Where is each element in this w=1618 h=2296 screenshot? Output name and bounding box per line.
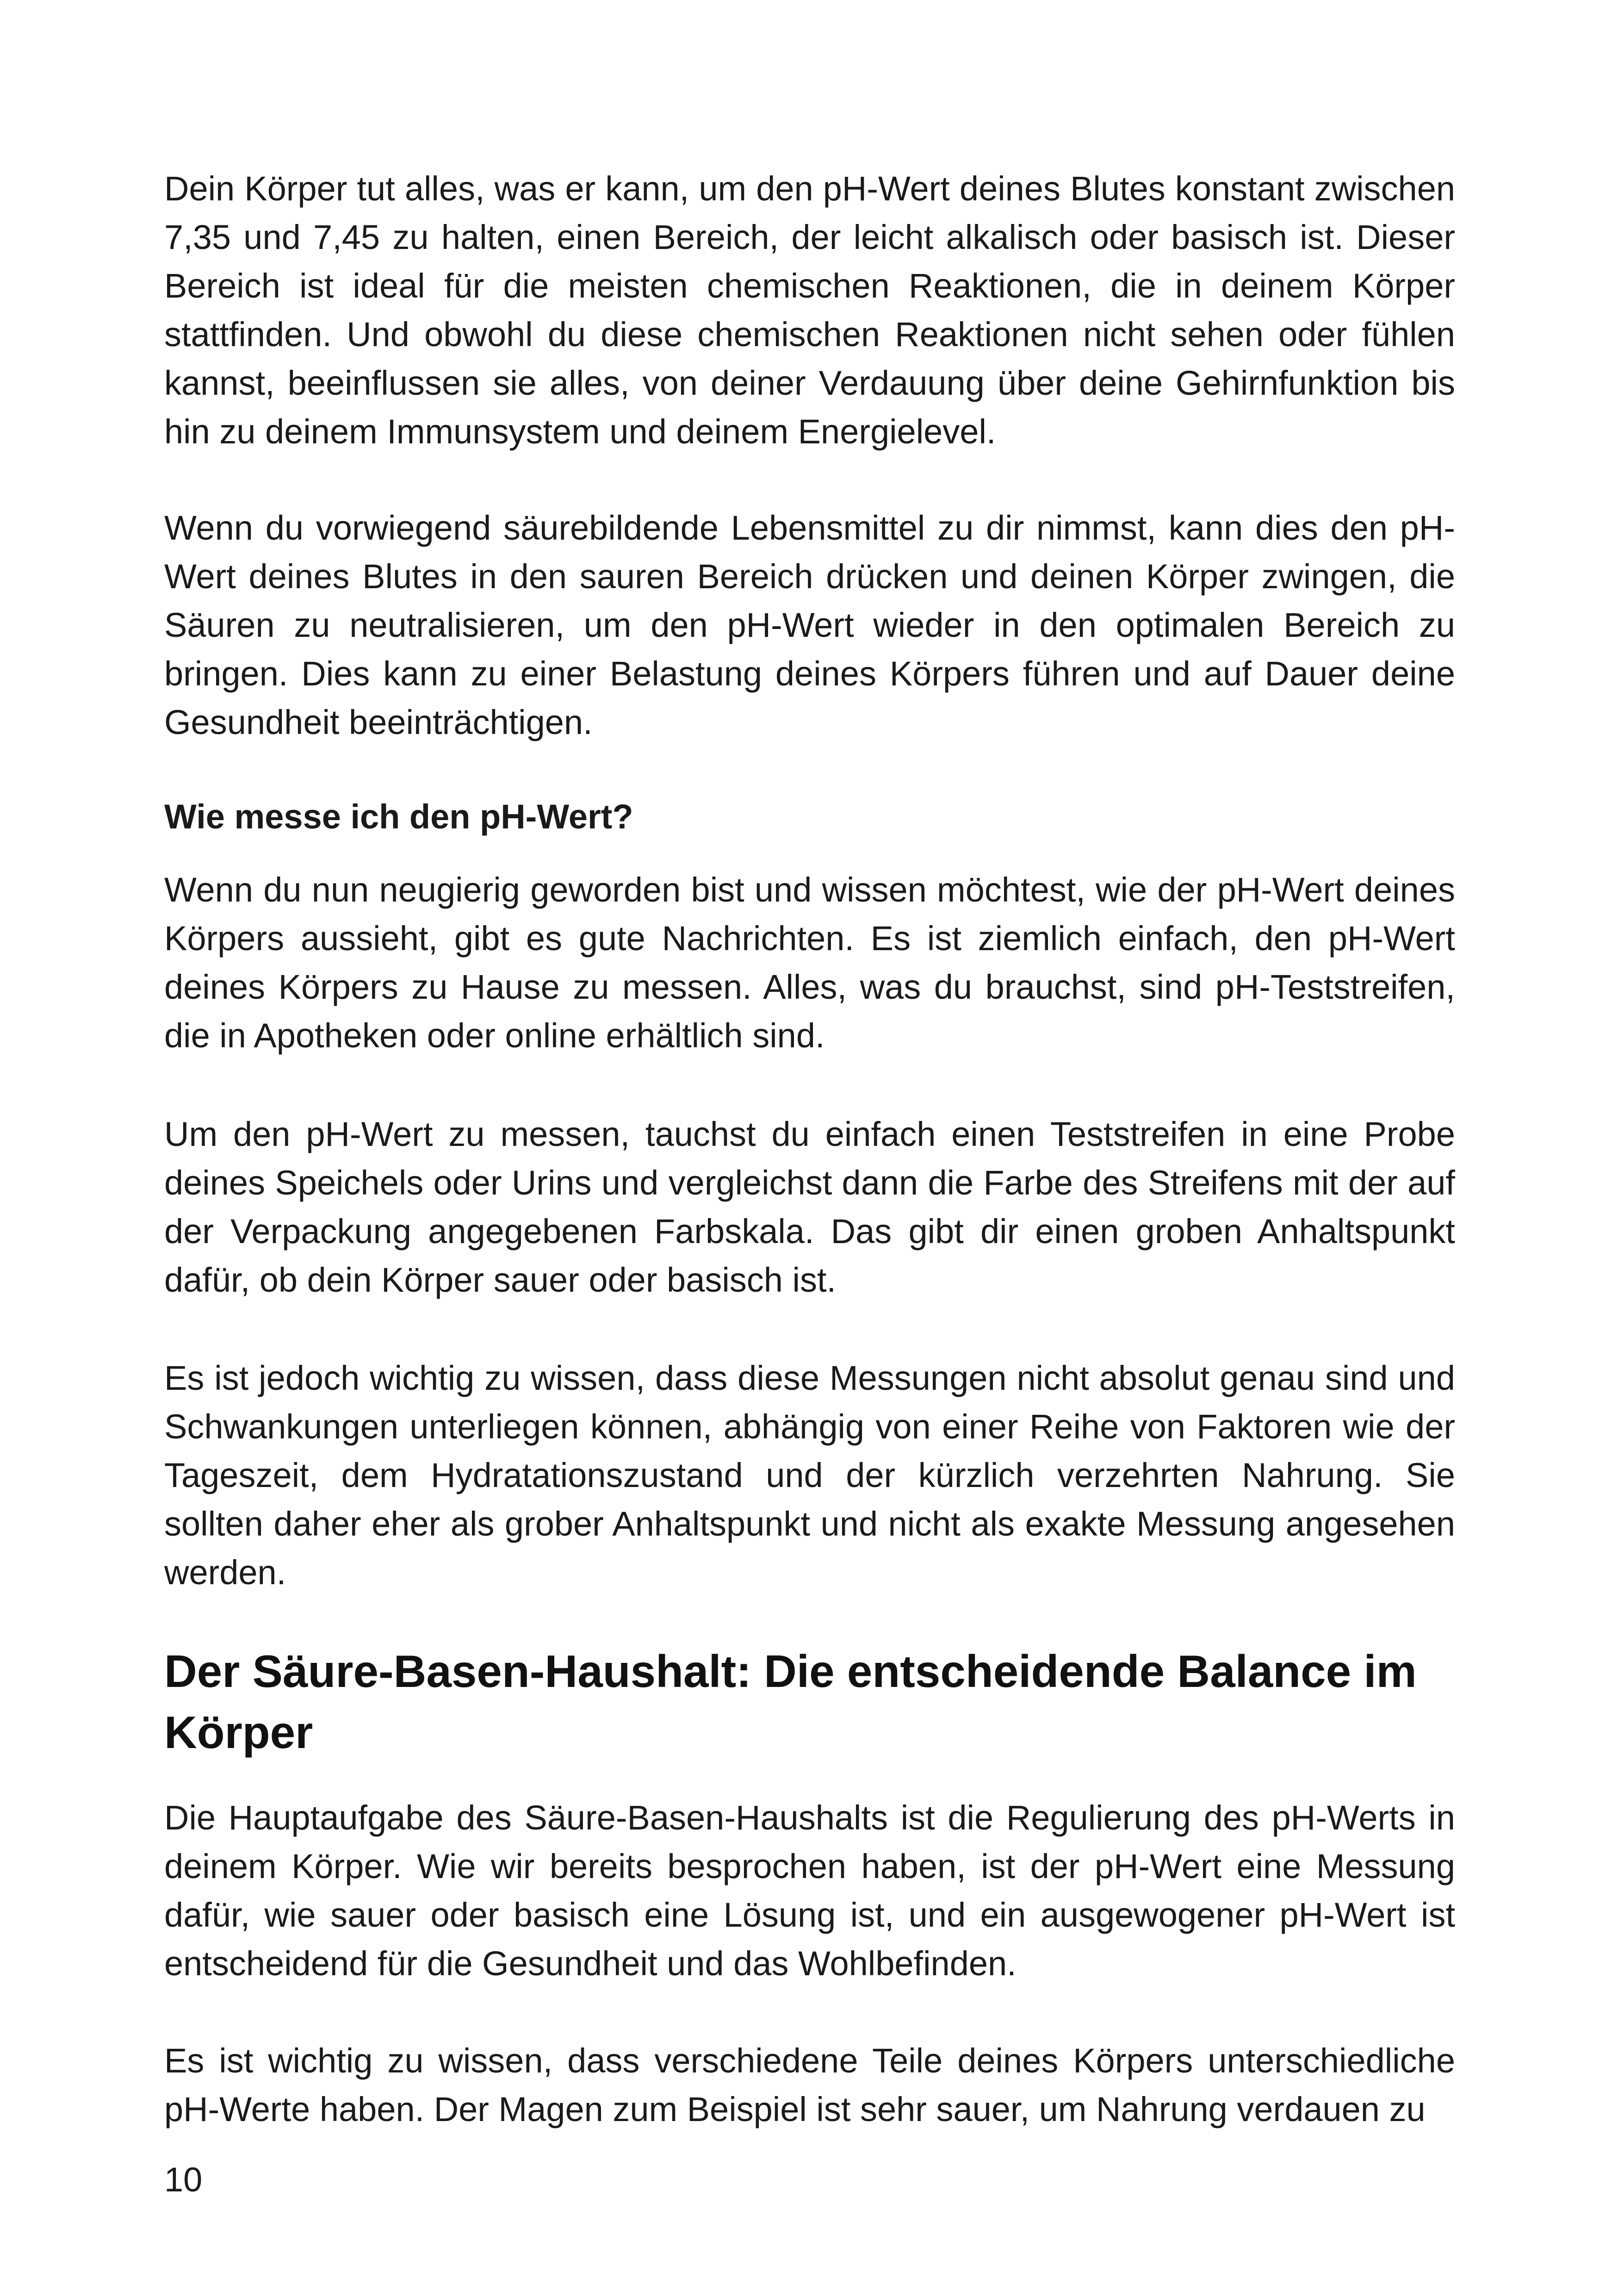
paragraph-how-to-measure: Um den pH-Wert zu messen, tauchst du einfach einen Teststreifen in eine Probe deines Speichels oder Urins und vergleichst dann die Farbe des Streifens mit der auf der Verpackung angegebenen Farbskala. Das gibt dir einen groben Anhaltspunkt dafür, ob dein Körper sauer oder basisch ist. (164, 1115, 1455, 1299)
paragraph-measurement-accuracy: Es ist jedoch wichtig zu wissen, dass diese Messungen nicht absolut genau sind und Schwankungen unterliegen können, abhängig von einer Reihe von Faktoren wie der Tageszeit, dem Hydratationszustand und der kürzlich verzehrten Nahrung. Sie sollten daher eher als grober Anhaltspunkt und nicht als exakte Messung angesehen werden. (164, 1359, 1455, 1592)
paragraph-acid-foods: Wenn du vorwiegend säurebildende Lebensmittel zu dir nimmst, kann dies den pH-Wert deines Blutes in den sauren Bereich drücken und deinen Körper zwingen, die Säuren zu neutralisieren, um den pH-Wert wieder in den optimalen Bereich zu bringen. Dies kann zu einer Belastung deines Körpers führen und auf Dauer deine Gesundheit beeinträchtigen. (164, 509, 1455, 741)
paragraph-test-strips: Wenn du nun neugierig geworden bist und wissen möchtest, wie der pH-Wert deines Körpers aussieht, gibt es gute Nachrichten. Es ist ziemlich einfach, den pH-Wert deines Körpers zu Hause zu messen. Alles, was du brauchst, sind pH-Teststreifen, die in Apotheken oder online erhältlich sind. (164, 871, 1455, 1055)
paragraph-blood-ph: Dein Körper tut alles, was er kann, um den pH-Wert deines Blutes konstant zwischen 7,35 und 7,45 zu halten, einen Bereich, der leicht alkalisch oder basisch ist. Dieser Bereich ist ideal für die meisten chemischen Reaktionen, die in deinem Körper stattfinden. Und obwohl du diese chemischen Reaktionen nicht sehen oder fühlen kannst, beeinflussen sie alles, von deiner Verdauung über deine Gehirnfunktion bis hin zu deinem Immunsystem und deinem Energielevel. (164, 169, 1455, 451)
section-title: Der Säure-Basen-Haushalt: Die entscheidende Balance im Körper (164, 1646, 1417, 1758)
page-number: 10 (164, 2160, 203, 2199)
subheading-measure-ph: Wie messe ich den pH-Wert? (164, 797, 633, 836)
paragraph-body-ph-values: Es ist wichtig zu wissen, dass verschiedene Teile deines Körpers unterschiedliche pH-Werte haben. Der Magen zum Beispiel ist sehr sauer, um Nahrung verdauen zu (164, 2041, 1455, 2128)
paragraph-acid-base-role: Die Hauptaufgabe des Säure-Basen-Haushalts ist die Regulierung des pH-Werts in deinem Körper. Wie wir bereits besprochen haben, ist der pH-Wert eine Messung dafür, wie sauer oder basisch eine Lösung ist, und ein ausgewogener pH-Wert ist entscheidend für die Gesundheit und das Wohlbefinden. (164, 1798, 1455, 1983)
